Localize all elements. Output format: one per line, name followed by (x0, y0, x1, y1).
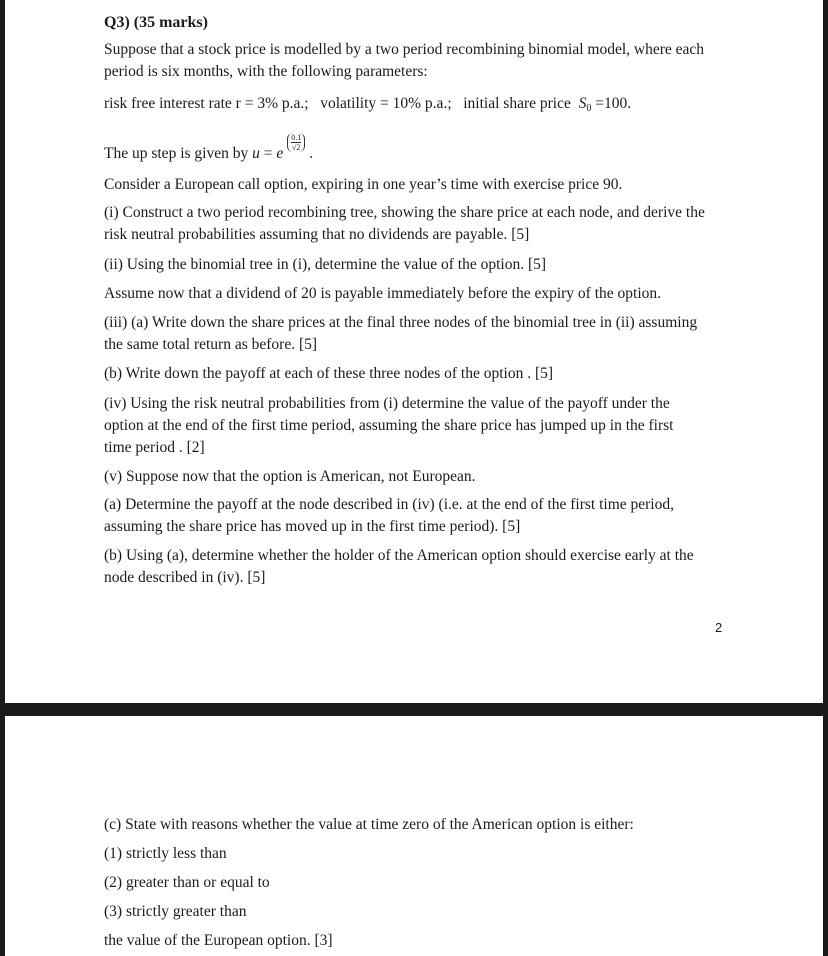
up-step-line: The up step is given by u = e $\frac{0.1}{√2}$ . (104, 143, 313, 165)
question-v-a-line-2: assuming the share price has moved up in the first time period). [5] (104, 518, 521, 535)
param-initial-price-label: initial share price (463, 95, 571, 112)
question-iii-b: (b) Write down the payoff at each of these three nodes of the option . [5] (104, 365, 554, 382)
european-option-line: Consider a European call option, expiring in one year’s time with exercise price 90. (104, 176, 623, 193)
u-equals: = (263, 145, 273, 162)
intro-line-1: Suppose that a stock price is modelled by a two period recombining binomial model, where each (104, 41, 705, 58)
s-subscript: 0 (586, 103, 592, 114)
question-v-a-line-1: (a) Determine the payoff at the node described in (iv) (i.e. at the end of the first time period, (104, 496, 674, 513)
u-symbol: u (252, 145, 260, 162)
question-iv-line-2: option at the end of the first time period, assuming the share price has jumped up in the first (104, 417, 674, 434)
question-v-b-line-1: (b) Using (a), determine whether the holder of the American option should exercise early at the (104, 547, 694, 564)
question-v-c: (c) State with reasons whether the value at time zero of the American option is either: (104, 816, 634, 833)
document-page-1 (5, 0, 823, 703)
param-volatility: volatility = 10% p.a.; (320, 95, 452, 112)
param-interest-rate: risk free interest rate r = 3% p.a.; (104, 95, 309, 112)
fraction-denominator: √2 (292, 143, 301, 152)
question-i-line-1: (i) Construct a two period recombining tree, showing the share price at each node, and derive the (104, 204, 705, 221)
fraction-numerator: 0.1 (291, 133, 302, 142)
page-number: 2 (715, 620, 723, 635)
option-1: (1) strictly less than (104, 845, 227, 862)
up-step-text: The up step is given by (104, 145, 249, 162)
option-2: (2) greater than or equal to (104, 874, 270, 891)
e-symbol: e (276, 145, 284, 162)
intro-line-2: period is six months, with the following parameters: (104, 63, 428, 80)
s-value: =100. (595, 95, 632, 112)
closing-line: the value of the European option. [3] (104, 932, 333, 949)
question-iv-line-3: time period . [2] (104, 439, 205, 456)
question-ii: (ii) Using the binomial tree in (i), determine the value of the option. [5] (104, 256, 547, 273)
question-iii-a-line-1: (iii) (a) Write down the share prices at the final three nodes of the binomial tree in (ii) assuming (104, 314, 698, 331)
dividend-line: Assume now that a dividend of 20 is payable immediately before the expiry of the option. (104, 285, 662, 302)
question-iv-line-1: (iv) Using the risk neutral probabilities from (i) determine the value of the payoff under the (104, 395, 670, 412)
question-v: (v) Suppose now that the option is American, not European. (104, 468, 476, 485)
exponent-fraction (283, 133, 309, 165)
parameters-line (104, 93, 631, 120)
s-symbol: S (578, 95, 587, 112)
option-3: (3) strictly greater than (104, 903, 247, 920)
question-v-b-line-2: node described in (iv). [5] (104, 569, 266, 586)
document-page-2 (5, 716, 823, 956)
question-iii-a-line-2: the same total return as before. [5] (104, 336, 318, 353)
question-heading: Q3) (35 marks) (104, 14, 208, 31)
question-i-line-2: risk neutral probabilities assuming that no dividends are payable. [5] (104, 226, 530, 243)
